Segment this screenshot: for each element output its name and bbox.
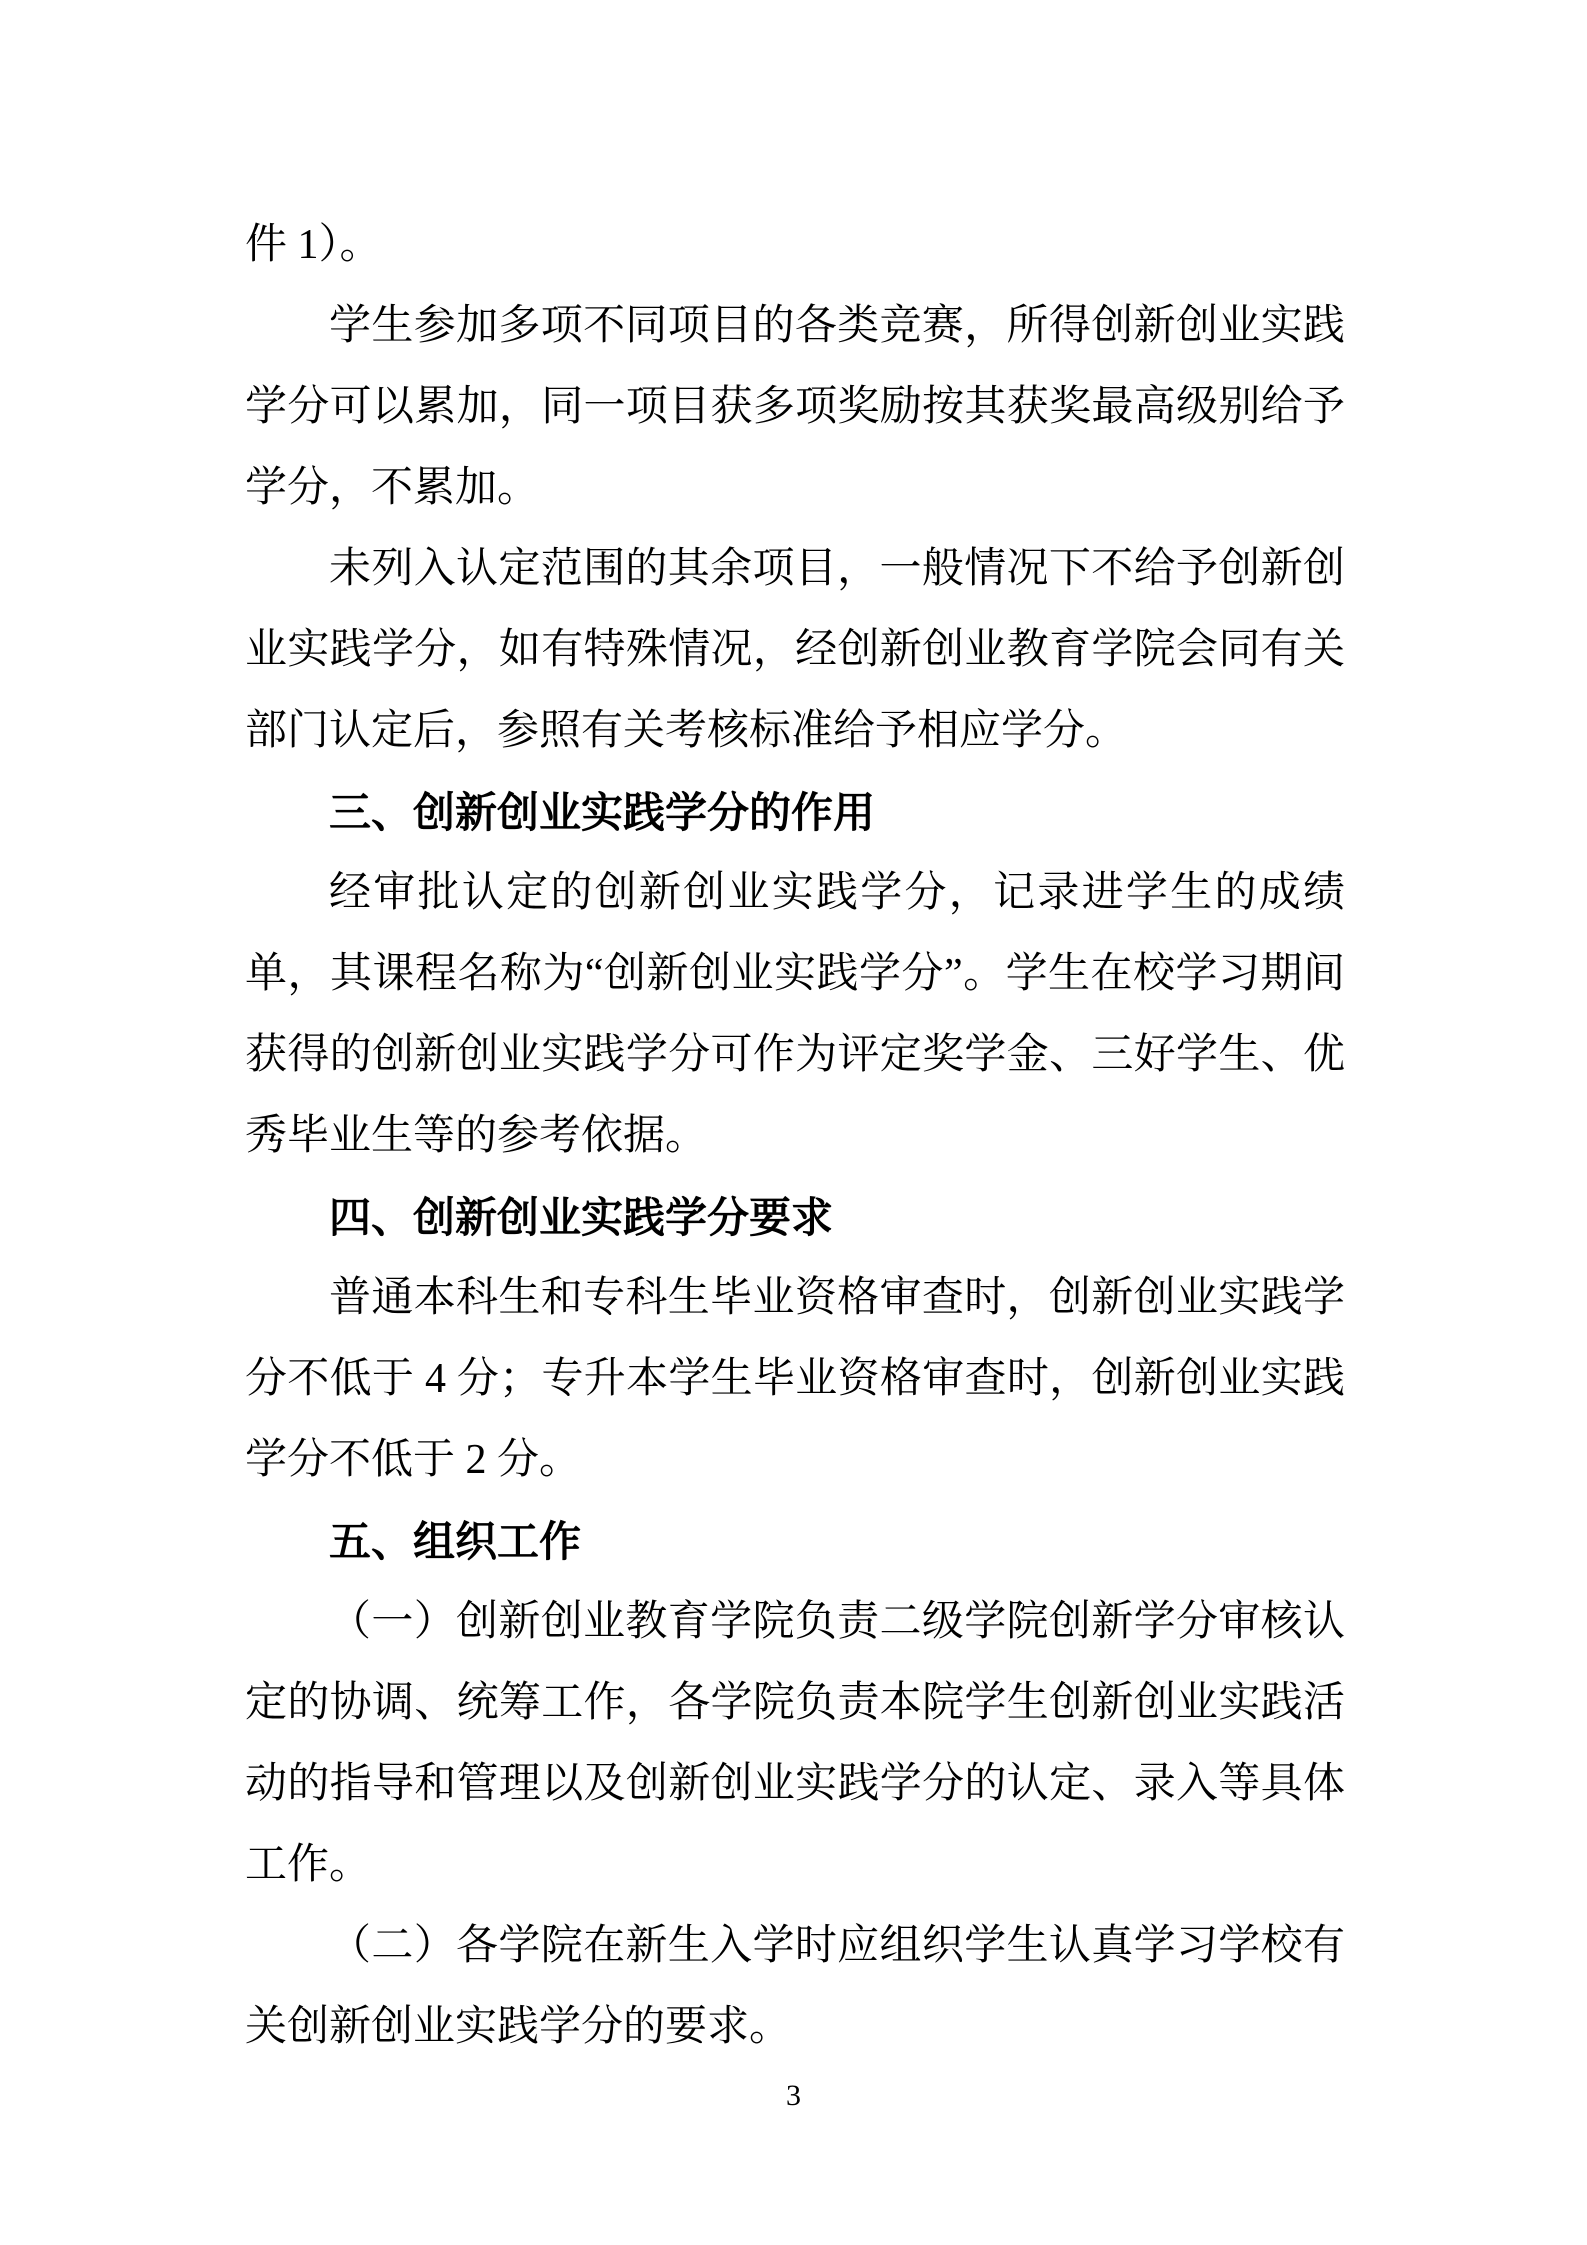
document-paragraph: 未列入认定范围的其余项目，一般情况下不给予创新创业实践学分，如有特殊情况，经创新创业教育学院会同有关部门认定后，参照有关考核标准给予相应学分。 [245, 546, 1345, 754]
document-paragraph: 件 1）。 [245, 222, 382, 268]
document-paragraph: 学生参加多项不同项目的各类竞赛，所得创新创业实践学分可以累加，同一项目获多项奖励按其获奖最高级别给予学分，不累加。 [245, 303, 1345, 511]
document-paragraph: 普通本科生和专科生毕业资格审查时，创新创业实践学分不低于 4 分；专升本学生毕业资格审查时，创新创业实践学分不低于 2 分。 [245, 1275, 1345, 1483]
section-heading: 四、创新创业实践学分要求 [329, 1194, 834, 1241]
document-paragraph: （二）各学院在新生入学时应组织学生认真学习学校有关创新创业实践学分的要求。 [245, 1923, 1345, 2050]
page-footer [0, 2078, 1587, 2114]
document-paragraph: （一）创新创业教育学院负责二级学院创新学分审核认定的协调、统筹工作，各学院负责本院学生创新创业实践活动的指导和管理以及创新创业实践学分的认定、录入等具体工作。 [245, 1599, 1345, 1888]
section-heading: 五、组织工作 [329, 1518, 582, 1565]
document-paragraph: 经审批认定的创新创业实践学分，记录进学生的成绩单，其课程名称为“创新创业实践学分”。学生在校学习期间获得的创新创业实践学分可作为评定奖学金、三好学生、优秀毕业生等的参考依据。 [245, 870, 1345, 1159]
document-body [245, 205, 1345, 2068]
section-heading: 三、创新创业实践学分的作用 [329, 789, 876, 836]
page-number: 3 [786, 2079, 801, 2112]
